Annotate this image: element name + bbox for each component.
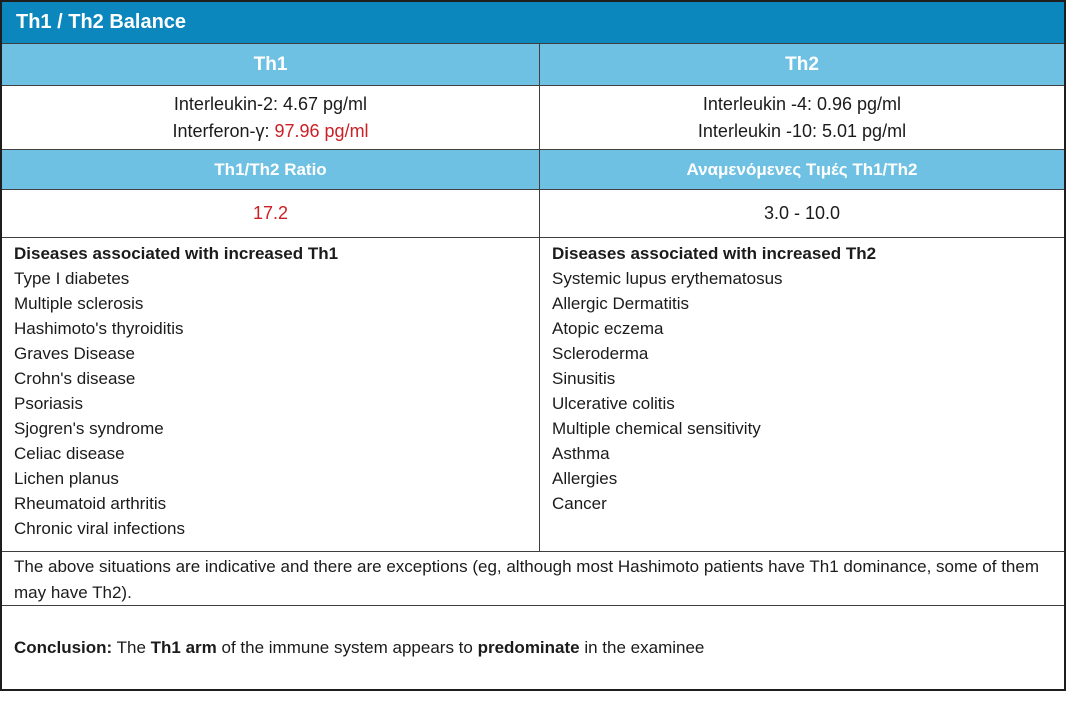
interleukin-10-value: 5.01 pg/ml	[822, 120, 907, 141]
interferon-gamma-value: 97.96 pg/ml	[274, 120, 369, 141]
report-title: Th1 / Th2 Balance	[16, 11, 187, 33]
th2-disease-list-cell	[540, 238, 1064, 551]
disease-list-item: Systemic lupus erythematosus	[552, 269, 783, 288]
diseases-th1-heading: Diseases associated with increased Th1	[14, 244, 339, 263]
disease-list-item: Sjogren's syndrome	[14, 419, 164, 438]
interleukin-10-label: Interleukin -10:	[697, 120, 817, 141]
disease-list-item: Celiac disease	[14, 444, 125, 463]
disease-list-item: Lichen planus	[14, 469, 119, 488]
conclusion-bold2: predominate	[477, 637, 580, 657]
column-headers-row	[2, 43, 1064, 85]
disease-list-item: Multiple sclerosis	[14, 294, 144, 313]
disease-list-item: Scleroderma	[552, 344, 649, 363]
interleukin-2-label: Interleukin-2:	[173, 93, 278, 114]
ratio-value-cell	[2, 190, 540, 237]
disease-list-item: Rheumatoid arthritis	[14, 494, 167, 513]
disease-list-item: Atopic eczema	[552, 319, 664, 338]
th1-column-header: Th1	[2, 44, 540, 85]
interleukin-4-label: Interleukin -4:	[702, 93, 812, 114]
conclusion-part2: of the immune system appears to	[216, 637, 478, 657]
expected-range: 3.0 - 10.0	[763, 203, 841, 223]
expected-values-header: Αναμενόμενες Τιμές Th1/Th2	[686, 159, 918, 179]
disease-list-item: Allergic Dermatitis	[552, 294, 689, 313]
conclusion-label: Conclusion:	[14, 637, 113, 657]
cytokine-values-row	[2, 85, 1064, 149]
interferon-gamma-value-line	[172, 118, 368, 145]
report-title-bar	[2, 2, 1064, 43]
disease-list-item: Hashimoto's thyroiditis	[14, 319, 184, 338]
interleukin-4-value: 0.96 pg/ml	[817, 93, 902, 114]
disease-list-item: Graves Disease	[14, 344, 135, 363]
disease-list-item: Type I diabetes	[14, 269, 130, 288]
conclusion-part3: in the examinee	[579, 637, 705, 657]
th1-disease-list-cell	[2, 238, 540, 551]
disease-list-item: Allergies	[552, 469, 618, 488]
conclusion-part1: The	[112, 637, 151, 657]
diseases-th2-list	[552, 266, 1052, 516]
conclusion-bold1: Th1 arm	[150, 637, 217, 657]
disease-list-item: Crohn's disease	[14, 369, 136, 388]
disease-list-item: Psoriasis	[14, 394, 83, 413]
th2-column-header: Th2	[785, 53, 819, 75]
th1-cytokine-values	[2, 86, 540, 149]
interleukin-2-value: 4.67 pg/ml	[283, 93, 368, 114]
disease-list-item: Chronic viral infections	[14, 519, 186, 538]
disease-list-item: Multiple chemical sensitivity	[552, 419, 761, 438]
interleukin-2-value-line	[174, 91, 367, 118]
th2-cytokine-values	[540, 86, 1064, 149]
ratio-values-row	[2, 189, 1064, 237]
disease-list-item: Cancer	[552, 494, 607, 513]
ratio-value: 17.2	[252, 203, 289, 223]
interferon-gamma-label: Interferon-γ:	[172, 120, 270, 141]
note-text: The above situations are indicative and there are exceptions (eg, although most Hashimoto patients have Th1 dominance, some of them may have Th2).	[14, 557, 1040, 602]
conclusion-text	[14, 638, 704, 658]
ratio-headers-row	[2, 149, 1064, 189]
disease-list-item: Sinusitis	[552, 369, 616, 388]
expected-range-cell	[540, 190, 1064, 237]
disease-list-item: Asthma	[552, 444, 610, 463]
interleukin-4-value-line	[703, 91, 901, 118]
note-row	[2, 551, 1064, 605]
disease-list-item: Ulcerative colitis	[552, 394, 675, 413]
diseases-th1-list	[14, 266, 527, 541]
ratio-header: Th1/Th2 Ratio	[2, 150, 540, 189]
conclusion-row	[2, 605, 1064, 689]
diseases-th2-heading: Diseases associated with increased Th2	[552, 244, 877, 263]
disease-lists-row	[2, 237, 1064, 551]
interleukin-10-value-line	[698, 118, 906, 145]
